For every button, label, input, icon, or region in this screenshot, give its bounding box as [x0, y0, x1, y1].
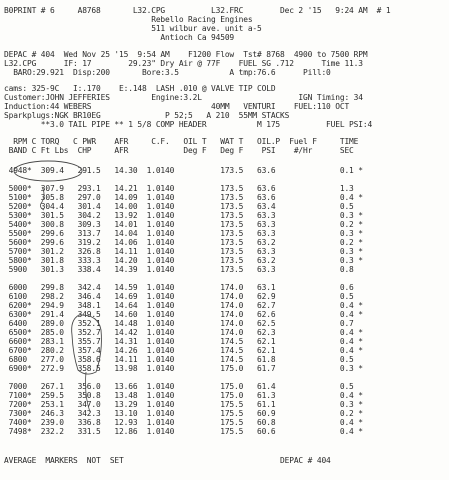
table-row: 5700* 301.2 326.8 14.11 1.0140 173.5 63.3 0.3 *	[4, 247, 363, 256]
column-header-line-1: RPM C TORQ C PWR AFR C.F. OIL T WAT T OIL.P Fuel F TIME	[4, 137, 359, 146]
header-line-2: Rebello Racing Engines	[4, 15, 253, 24]
table-row: 7000 267.1 356.0 13.66 1.0140 175.0 61.4 0.5	[4, 382, 354, 391]
engine-info-line-5: **3.0 TAIL PIPE ** 1 5/8 COMP HEADER M 175 FUEL PSI:4	[4, 120, 373, 129]
header-line-4: Antioch Ca 94509	[4, 33, 235, 42]
table-row: 6700* 280.2 357.4 14.26 1.0140 174.5 62.1 0.4 *	[4, 346, 363, 355]
column-header-line-2: BAND C Ft Lbs CHP AFR Deg F Deg F PSI #/Hr SEC	[4, 146, 354, 155]
table-row: 6200* 294.9 348.1 14.64 1.0140 174.0 62.7 0.4 *	[4, 301, 363, 310]
table-row: 7498* 232.2 331.5 12.86 1.0140 175.5 60.6 0.4 *	[4, 427, 363, 436]
table-row: 6400 289.0 352.1 14.48 1.0140 174.0 62.5 0.7	[4, 319, 354, 328]
header-line-3: 511 wilbur ave. unit a-5	[4, 24, 262, 33]
engine-info-line-1: cams: 325-9C I:.170 E:.148 LASH .010 @ VALVE TIP COLD	[4, 84, 276, 93]
test-info-line-1: DEPAC # 404 Wed Nov 25 '15 9:54 AM F1200 Flow Tst# 8768 4900 to 7500 RPM	[4, 50, 368, 59]
table-row: 7100* 259.5 350.8 13.48 1.0140 175.0 61.3 0.4 *	[4, 391, 363, 400]
table-row: 5600* 299.6 319.2 14.06 1.0140 173.5 63.2 0.2 *	[4, 238, 363, 247]
table-row: 5900 301.3 338.4 14.39 1.0140 173.5 63.3 0.8	[4, 265, 354, 274]
table-row: 6600* 283.1 355.7 14.31 1.0140 174.5 62.1 0.4 *	[4, 337, 363, 346]
table-row: 6800 277.0 358.6 14.11 1.0140 174.5 61.8 0.5	[4, 355, 354, 364]
table-row: 6000 299.8 342.4 14.59 1.0140 174.0 63.1 0.6	[4, 283, 354, 292]
table-row: 5200* 304.4 301.4 14.00 1.0140 173.5 63.4 0.5	[4, 202, 354, 211]
table-row: 6300* 291.4 349.5 14.60 1.0140 174.0 62.6 0.4 *	[4, 310, 363, 319]
engine-info-line-2: Customer:JOHN JEFFERIES Engine:3.2L IGN Timing: 34	[4, 93, 363, 102]
table-row: 6100 298.2 346.4 14.69 1.0140 174.0 62.9 0.5	[4, 292, 354, 301]
table-row: 5300* 301.5 304.2 13.92 1.0140 173.5 63.3 0.3 *	[4, 211, 363, 220]
test-info-line-2: L32.CPG IF: 17 29.23" Dry Air @ 77F FUEL SG .712 Time 11.3	[4, 59, 363, 68]
engine-info-line-3: Induction:44 WEBERS 40MM VENTURI FUEL:110 OCT	[4, 102, 350, 111]
table-row: 7400* 239.0 336.8 12.93 1.0140 175.5 60.8 0.4 *	[4, 418, 363, 427]
table-row: 6900* 272.9 358.5 13.98 1.0140 175.0 61.7 0.3 *	[4, 364, 363, 373]
table-row: 5800* 301.8 333.3 14.20 1.0140 173.5 63.2 0.3 *	[4, 256, 363, 265]
table-row: 5400* 300.8 309.3 14.01 1.0140 173.5 63.3 0.2 *	[4, 220, 363, 229]
header-line-1: B0PRINT # 6 A8768 L32.CPG L32.FRC Dec 2 '15 9:24 AM # 1	[4, 6, 391, 15]
table-row: 5500* 299.6 313.7 14.04 1.0140 173.5 63.3 0.3 *	[4, 229, 363, 238]
table-row: 5100* 305.8 297.0 14.09 1.0140 173.5 63.6 0.4 *	[4, 193, 363, 202]
engine-info-line-4: Sparkplugs:NGK BR10EG P 52;5 A 210 55MM STACKS	[4, 111, 290, 120]
table-row: 6500* 285.0 352.7 14.42 1.0140 174.0 62.3 0.4 *	[4, 328, 363, 337]
footer-line: AVERAGE MARKERS NOT SET DEPAC # 404	[4, 456, 331, 465]
table-row: 5000* 307.9 293.1 14.21 1.0140 173.5 63.6 1.3	[4, 184, 354, 193]
table-row: 4948* 309.4 291.5 14.30 1.0140 173.5 63.6 0.1 *	[4, 166, 363, 175]
test-info-line-3: BARO:29.921 Disp:200 Bore:3.5 A tmp:76.6 Pill:0	[4, 68, 331, 77]
table-row: 7300* 246.3 342.3 13.10 1.0140 175.5 60.9 0.2 *	[4, 409, 363, 418]
table-row: 7200* 253.1 347.0 13.29 1.0140 175.5 61.1 0.3 *	[4, 400, 363, 409]
